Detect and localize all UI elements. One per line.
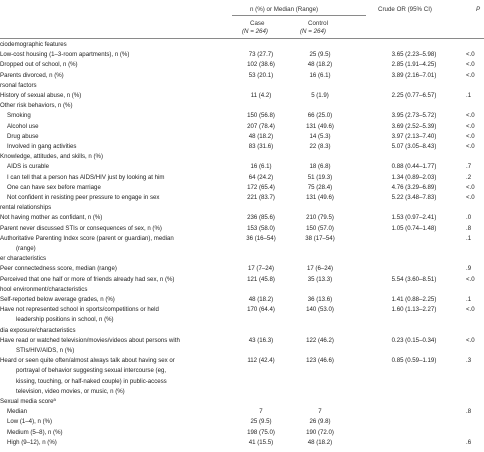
header-control-n: (N = 264): [300, 28, 326, 35]
control-value: 190 (72.0): [306, 428, 334, 436]
case-value: 153 (58.0): [247, 224, 275, 232]
row-label: Knowledge, attitudes, and skills, n (%): [0, 153, 103, 161]
p-value: .2: [466, 173, 472, 181]
row-label: television, video movies, or music, n (%): [16, 387, 125, 395]
case-value: 121 (45.8): [247, 275, 275, 283]
p-value: <.0: [466, 122, 475, 130]
odds-ratio-value: 0.85 (0.59–1.19): [391, 357, 437, 365]
odds-ratio-value: 5.22 (3.48–7.83): [391, 194, 437, 201]
control-value: 18 (6.8): [309, 163, 331, 171]
row-label: Self-reported below average grades, n (%): [0, 296, 115, 303]
case-value: 112 (42.4): [247, 357, 275, 365]
case-value: 170 (64.4): [247, 306, 275, 314]
p-value: <.0: [466, 132, 475, 140]
p-value: <.0: [466, 112, 475, 120]
case-value: 17 (7–24): [247, 265, 275, 273]
odds-ratio-value: 3.65 (2.23–5.98): [391, 51, 437, 59]
case-value: 11 (4.2): [250, 92, 272, 99]
control-value: 26 (9.8): [309, 418, 331, 426]
control-value: 75 (28.4): [307, 183, 333, 191]
row-label: Perceived that one half or more of friends already had sex, n (%): [0, 275, 175, 283]
case-value: 48 (18.2): [248, 132, 274, 140]
control-value: 16 (6.1): [309, 71, 331, 79]
odds-ratio-value: 3.97 (2.13–7.40): [391, 132, 437, 140]
case-value: 25 (9.5): [250, 418, 272, 426]
case-value: 7: [259, 408, 263, 416]
odds-ratio-value: 3.95 (2.73–5.72): [391, 112, 437, 120]
case-value: 150 (56.8): [247, 112, 275, 120]
control-value: 22 (8.3): [309, 143, 331, 150]
odds-ratio-value: 5.54 (3.60–8.51): [391, 275, 437, 283]
row-label: Low (1–4), n (%): [7, 418, 53, 426]
p-value: <.0: [466, 183, 475, 191]
row-label: (range): [16, 245, 36, 252]
control-value: 131 (49.6): [306, 194, 334, 201]
p-value: <.0: [466, 194, 475, 201]
p-value: <.0: [466, 275, 475, 283]
row-label: Authoritative Parenting Index score (parent or guardian), median: [0, 234, 174, 242]
case-value: 198 (75.0): [247, 428, 275, 436]
control-value: 51 (19.3): [307, 173, 333, 181]
header-case-label: Case: [250, 20, 265, 27]
header-group-label: n (%) or Median (Range): [250, 6, 319, 13]
p-value: .7: [466, 163, 472, 171]
header-bottom-rule: [0, 38, 484, 39]
case-value: 102 (38.6): [247, 61, 275, 69]
row-label: kissing, touching, or half-naked couple) in public-access: [16, 377, 167, 385]
control-value: 25 (9.5): [309, 51, 331, 59]
row-label: Involved in gang activities: [7, 143, 77, 150]
p-value: .6: [466, 438, 472, 446]
row-label: hool environment/characteristics: [0, 285, 88, 293]
p-value: .8: [466, 224, 472, 232]
row-label: Dropped out of school, n (%): [0, 61, 78, 69]
row-label: ciodemographic features: [0, 41, 67, 48]
header-p-label: P: [476, 6, 481, 13]
row-label: Smoking: [7, 112, 31, 120]
row-label: leadership positions in school, n (%): [16, 316, 114, 324]
row-label: portrayal of behavior suggesting sexual intercourse (eg,: [16, 367, 167, 375]
case-value: 64 (24.2): [248, 173, 274, 181]
odds-ratio-value: 2.85 (1.91–4.25): [391, 61, 437, 69]
row-label: Low-cost housing (1–3-room apartments), n (%): [0, 51, 130, 59]
case-value: 16 (6.1): [250, 163, 272, 171]
control-value: 150 (57.0): [306, 224, 334, 232]
row-label: Not having mother as confidant, n (%): [0, 214, 103, 222]
odds-ratio-value: 1.05 (0.74–1.48): [391, 224, 437, 232]
p-value: <.0: [466, 143, 475, 150]
case-value: 43 (16.3): [248, 336, 274, 344]
case-value: 221 (83.7): [247, 194, 275, 201]
p-value: .9: [466, 265, 472, 273]
row-label: Not confident in resisting peer pressure to engage in sex: [7, 194, 160, 201]
case-value: 83 (31.6): [248, 143, 274, 150]
row-label: rental relationships: [0, 204, 52, 212]
row-label: History of sexual abuse, n (%): [0, 92, 82, 99]
case-value: 53 (20.1): [248, 71, 274, 79]
p-value: <.0: [466, 306, 475, 314]
control-value: 7: [318, 408, 322, 416]
row-label: Median: [7, 408, 27, 416]
row-label: Medium (5–8), n (%): [7, 428, 63, 436]
control-value: 210 (79.5): [306, 214, 334, 222]
case-value: 172 (65.4): [247, 183, 275, 191]
p-value: <.0: [466, 61, 475, 69]
header-case-n: (N = 264): [242, 28, 268, 35]
row-label: Alcohol use: [7, 122, 39, 130]
control-value: 14 (5.3): [309, 132, 331, 140]
odds-ratio-value: 1.41 (0.88–2.25): [391, 296, 437, 303]
p-value: .1: [466, 92, 472, 99]
case-value: 36 (16–54): [246, 234, 276, 242]
control-value: 17 (6–24): [306, 265, 334, 273]
control-value: 123 (46.6): [306, 357, 334, 365]
row-label: STIs/HIV/AIDS, n (%): [16, 347, 75, 354]
p-value: .1: [466, 234, 472, 242]
row-label: Parents divorced, n (%): [0, 71, 64, 79]
control-value: 36 (13.6): [307, 296, 333, 303]
control-value: 48 (18.2): [307, 438, 333, 446]
case-value: 207 (78.4): [247, 122, 275, 130]
odds-ratio-value: 0.23 (0.15–0.34): [391, 336, 437, 344]
control-value: 5 (1.9): [311, 92, 329, 99]
row-label: Peer connectedness score, median (range): [0, 265, 117, 273]
odds-ratio-value: 1.34 (0.89–2.03): [391, 173, 437, 181]
p-value: .1: [466, 296, 472, 303]
p-value: <.0: [466, 71, 475, 79]
case-value: 236 (85.6): [247, 214, 275, 222]
p-value: .3: [466, 357, 472, 365]
control-value: 140 (53.0): [306, 306, 334, 314]
p-value: <.0: [466, 336, 475, 344]
case-value: 73 (27.7): [248, 51, 274, 59]
header-underline: [232, 15, 366, 16]
control-value: 122 (46.2): [306, 336, 334, 344]
odds-ratio-value: 1.53 (0.97–2.41): [391, 214, 437, 222]
odds-ratio-value: 3.69 (2.52–5.39): [391, 122, 437, 130]
odds-ratio-value: 5.07 (3.05–8.43): [391, 143, 437, 150]
control-value: 48 (18.2): [307, 61, 333, 69]
row-label: Parent never discussed STIs or consequences of sex, n (%): [0, 224, 162, 232]
p-value: <.0: [466, 51, 475, 59]
odds-ratio-value: 3.89 (2.16–7.01): [391, 71, 437, 79]
case-value: 41 (15.5): [248, 438, 274, 446]
control-value: 66 (25.0): [307, 112, 333, 120]
odds-ratio-value: 0.88 (0.44–1.77): [391, 163, 437, 171]
row-label: Sexual media scoreª: [0, 398, 56, 405]
odds-ratio-value: 4.76 (3.29–6.89): [391, 183, 437, 191]
row-label: dia exposure/characteristics: [0, 326, 76, 334]
row-label: Other risk behaviors, n (%): [0, 102, 73, 110]
p-value: .8: [466, 408, 472, 416]
header-or-label: Crude OR (95% CI): [378, 6, 432, 13]
odds-ratio-value: 1.60 (1.13–2.27): [391, 306, 437, 314]
row-label: Have not represented school in sports/competitions or held: [0, 306, 159, 314]
control-value: 35 (13.3): [307, 275, 333, 283]
odds-ratio-value: 2.25 (0.77–6.57): [391, 92, 437, 99]
row-label: Drug abuse: [7, 132, 39, 140]
row-label: One can have sex before marriage: [7, 183, 101, 191]
control-value: 131 (49.6): [306, 122, 334, 130]
row-label: Heard or seen quite often/almost always talk about having sex or: [0, 357, 175, 365]
row-label: High (9–12), n (%): [7, 438, 57, 446]
row-label: AIDS is curable: [7, 163, 49, 171]
row-label: er characteristics: [0, 255, 47, 263]
row-label: rsonal factors: [0, 81, 37, 89]
row-label: Have read or watched television/movies/videos about persons with: [0, 336, 180, 344]
control-value: 38 (17–54): [305, 234, 335, 242]
row-label: I can tell that a person has AIDS/HIV just by looking at him: [7, 173, 165, 181]
header-control-label: Control: [308, 20, 328, 27]
case-value: 48 (18.2): [248, 296, 274, 303]
p-value: .0: [466, 214, 472, 222]
